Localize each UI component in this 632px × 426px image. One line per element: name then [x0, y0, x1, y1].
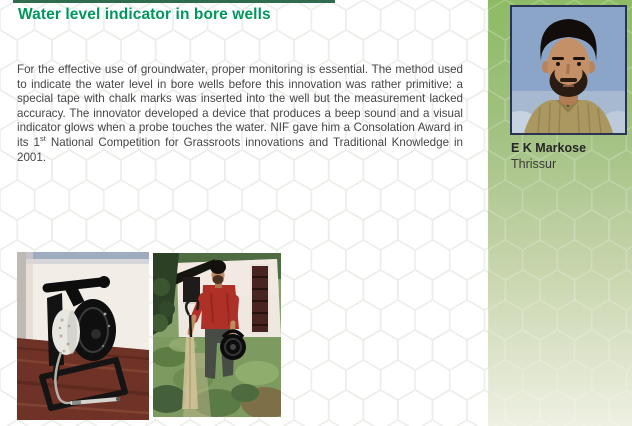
body-paragraph: [17, 63, 463, 165]
page-title: Water level indicator in bore wells: [18, 6, 271, 23]
top-divider: [13, 0, 335, 3]
body-text-part2: National Competition for Grassroots innovations and Traditional Knowledge in 2001.: [17, 135, 464, 164]
field-photo: [153, 253, 281, 417]
innovator-name: E K Markose: [511, 141, 587, 155]
portrait-art: [512, 7, 625, 133]
innovator-panel: [488, 0, 632, 426]
innovator-portrait: [510, 5, 627, 135]
ordinal-superscript: st: [40, 134, 46, 144]
innovator-location: Thrissur: [511, 157, 557, 171]
device-photo: [17, 252, 149, 420]
body-text-part1: For the effective use of groundwater, proper monitoring is essential. The method used to indicate the water level in bore wells before this innovation was rather primitive: a special tape with chalk marks was inserted into the well but the measurement lacked accuracy. The innovator developed a device that produces a beep sound and a visual indicator glows when a probe touches the water. NIF gave him a Consolation Award in its 1: [17, 63, 463, 149]
